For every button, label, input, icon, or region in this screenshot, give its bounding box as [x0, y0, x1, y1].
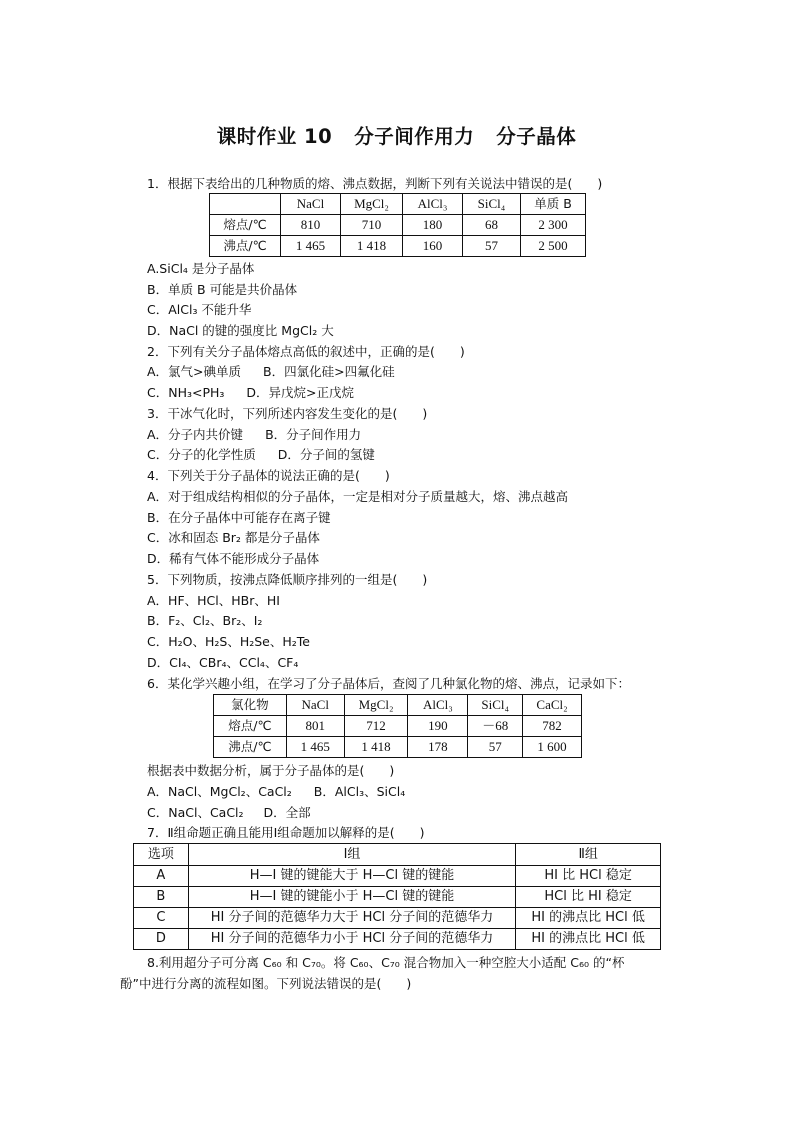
table-cell: 氯化物	[214, 695, 287, 716]
table-cell: C	[134, 908, 189, 929]
q6-options-cd	[147, 805, 311, 821]
table-row	[134, 908, 661, 929]
table-cell: 57	[463, 236, 521, 257]
table-cell: 810	[281, 215, 341, 236]
table-cell: 2 500	[521, 236, 586, 257]
table-cell: A	[134, 866, 189, 887]
table-cell: 1 418	[344, 737, 408, 758]
q6-option-a: A．NaCl、MgCl₂、CaCl₂	[147, 784, 292, 799]
q5-stem: 5．下列物质，按沸点降低顺序排列的一组是( )	[147, 572, 428, 587]
q5-option-a: A．HF、HCl、HBr、HI	[147, 593, 280, 608]
q1-stem: 1．根据下表给出的几种物质的熔、沸点数据，判断下列有关说法中错误的是( )	[147, 176, 603, 191]
q3-option-a: A．分子内共价键	[147, 427, 244, 442]
table-header-row	[214, 695, 582, 716]
table-cell: HI 的沸点比 HCl 低	[516, 929, 661, 950]
q1-option-c: C．AlCl₃ 不能升华	[147, 302, 252, 317]
table-cell: D	[134, 929, 189, 950]
table-cell: 57	[468, 737, 523, 758]
q3-option-d: D．分子间的氢键	[277, 447, 375, 462]
table-cell: 190	[408, 716, 468, 737]
table-cell: 801	[286, 716, 344, 737]
table-cell: AlCl₃	[403, 194, 463, 215]
q8-line-2: 酚”中进行分离的流程如图。下列说法错误的是( )	[120, 976, 412, 991]
q5-option-d: D．CI₄、CBr₄、CCl₄、CF₄	[147, 655, 299, 670]
table-cell: Ⅱ组	[516, 844, 661, 866]
q1-option-d: D．NaCl 的键的强度比 MgCl₂ 大	[147, 323, 334, 338]
table-row	[134, 929, 661, 950]
q1-option-b: B．单质 B 可能是共价晶体	[147, 282, 298, 297]
title-part-3: 分子晶体	[496, 125, 577, 148]
table-cell: 熔点/℃	[214, 716, 287, 737]
table-cell: 沸点/℃	[210, 236, 281, 257]
q6-followup: 根据表中数据分析，属于分子晶体的是( )	[147, 763, 395, 778]
q3-options-ab	[147, 427, 361, 443]
table-cell: －68	[468, 716, 523, 737]
q5-option-c: C．H₂O、H₂S、H₂Se、H₂Te	[147, 634, 310, 649]
table-cell: 1 465	[281, 236, 341, 257]
table-row	[210, 215, 586, 236]
table-cell: CaCl₂	[523, 695, 582, 716]
table-row	[134, 866, 661, 887]
table-row	[214, 716, 582, 737]
q7-stem: 7．Ⅱ组命题正确且能用Ⅰ组命题加以解释的是( )	[147, 825, 425, 840]
q7-table	[133, 843, 661, 950]
table-header-row	[134, 844, 661, 866]
table-header-row	[210, 194, 586, 215]
table-cell: 68	[463, 215, 521, 236]
table-cell: SiCl₄	[463, 194, 521, 215]
table-cell: MgCl₂	[341, 194, 403, 215]
q2-option-c: C．NH₃<PH₃	[147, 385, 225, 400]
table-cell: 单质 B	[521, 194, 586, 215]
table-cell: HCl 比 HI 稳定	[516, 887, 661, 908]
table-row	[210, 236, 586, 257]
q2-stem: 2．下列有关分子晶体熔点高低的叙述中，正确的是( )	[147, 344, 465, 359]
table-cell: H—I 键的键能大于 H—Cl 键的键能	[188, 866, 516, 887]
q6-stem: 6．某化学兴趣小组，在学习了分子晶体后，查阅了几种氯化物的熔、沸点，记录如下：	[147, 676, 630, 691]
q1-table	[209, 193, 586, 257]
table-cell: AlCl₃	[408, 695, 468, 716]
q6-option-b: B．AlCl₃、SiCl₄	[313, 784, 406, 799]
q4-option-b: B．在分子晶体中可能存在离子键	[147, 510, 331, 525]
q2-option-b: B．四氯化硅>四氟化硅	[263, 364, 395, 379]
q2-option-a: A．氯气>碘单质	[147, 364, 242, 379]
table-cell: HI 比 HCl 稳定	[516, 866, 661, 887]
q3-options-cd	[147, 447, 375, 463]
table-cell: 782	[523, 716, 582, 737]
table-cell: B	[134, 887, 189, 908]
q5-option-b: B．F₂、Cl₂、Br₂、I₂	[147, 613, 263, 628]
table-row	[134, 887, 661, 908]
q4-option-c: C．冰和固态 Br₂ 都是分子晶体	[147, 530, 320, 545]
q2-option-d: D．异戊烷>正戊烷	[246, 385, 355, 400]
table-cell: 180	[403, 215, 463, 236]
q1-option-a: A.SiCl₄ 是分子晶体	[147, 261, 255, 276]
table-cell: 选项	[134, 844, 189, 866]
table-cell: SiCl₄	[468, 695, 523, 716]
table-cell: HI 分子间的范德华力小于 HCl 分子间的范德华力	[188, 929, 516, 950]
table-cell: 熔点/℃	[210, 215, 281, 236]
table-cell: 2 300	[521, 215, 586, 236]
table-cell: 沸点/℃	[214, 737, 287, 758]
table-cell: 1 418	[341, 236, 403, 257]
q6-option-c: C．NaCl、CaCl₂	[147, 805, 244, 820]
table-cell: 1 600	[523, 737, 582, 758]
q4-option-d: D．稀有气体不能形成分子晶体	[147, 551, 320, 566]
page-title	[0, 121, 793, 149]
table-cell: NaCl	[281, 194, 341, 215]
table-cell: 712	[344, 716, 408, 737]
q3-option-b: B．分子间作用力	[265, 427, 362, 442]
table-cell	[210, 194, 281, 215]
q3-stem: 3．干冰气化时，下列所述内容发生变化的是( )	[147, 406, 428, 421]
q6-option-d: D．全部	[263, 805, 311, 820]
q3-option-c: C．分子的化学性质	[147, 447, 256, 462]
q6-options-ab	[147, 784, 405, 800]
q2-options-ab	[147, 364, 395, 380]
table-cell: HI 分子间的范德华力大于 HCl 分子间的范德华力	[188, 908, 516, 929]
table-cell: Ⅰ组	[188, 844, 516, 866]
table-cell: 1 465	[286, 737, 344, 758]
table-row	[214, 737, 582, 758]
table-cell: HI 的沸点比 HCl 低	[516, 908, 661, 929]
table-cell: NaCl	[286, 695, 344, 716]
q4-option-a: A．对于组成结构相似的分子晶体，一定是相对分子质量越大，熔、沸点越高	[147, 489, 569, 504]
table-cell: H—I 键的键能小于 H—Cl 键的键能	[188, 887, 516, 908]
q4-stem: 4．下列关于分子晶体的说法正确的是( )	[147, 468, 390, 483]
table-cell: 710	[341, 215, 403, 236]
title-part-2: 分子间作用力	[354, 125, 475, 148]
q8-line-1: 8.利用超分子可分离 C₆₀ 和 C₇₀。将 C₆₀、C₇₀ 混合物加入一种空腔大小适配 C₆₀ 的“杯	[147, 955, 625, 970]
table-cell: 160	[403, 236, 463, 257]
title-part-1: 课时作业 10	[216, 125, 333, 148]
q6-table	[213, 694, 582, 758]
table-cell: MgCl₂	[344, 695, 408, 716]
table-cell: 178	[408, 737, 468, 758]
q2-options-cd	[147, 385, 354, 401]
